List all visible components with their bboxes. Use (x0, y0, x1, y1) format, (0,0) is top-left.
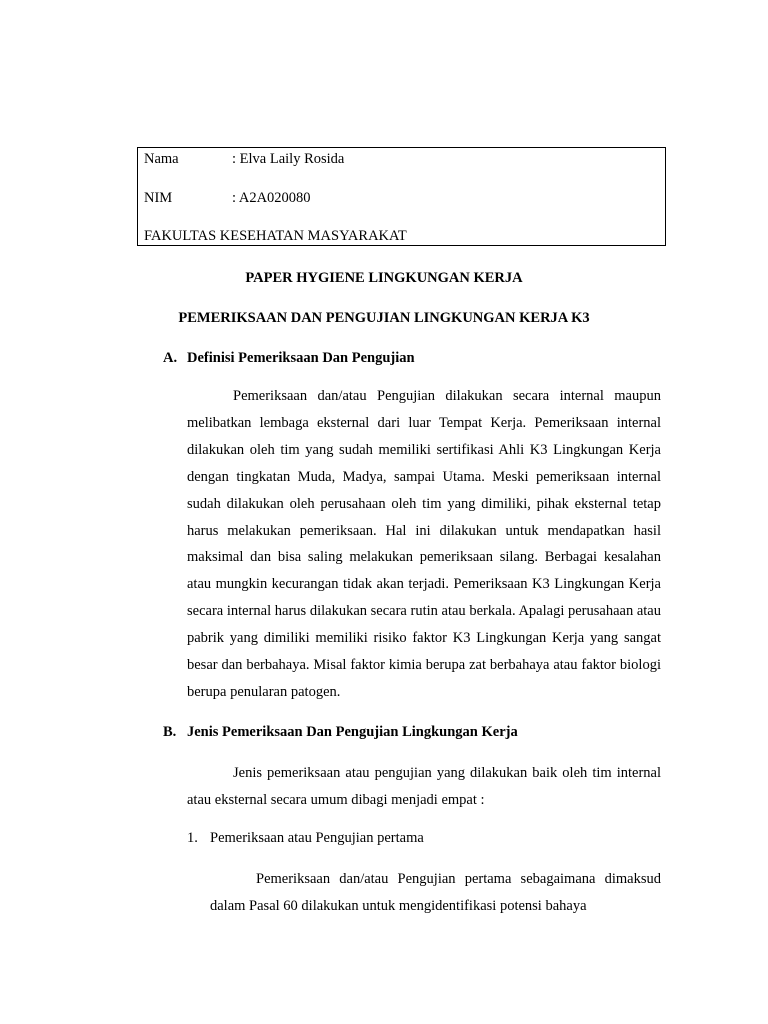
faculty-name: FAKULTAS KESEHATAN MASYARAKAT (144, 228, 407, 244)
nim-value: : A2A020080 (232, 190, 311, 206)
nim-label: NIM (144, 190, 173, 206)
section-b-letter: B. (163, 724, 177, 740)
section-a-letter: A. (163, 350, 178, 366)
name-label: Nama (144, 151, 179, 167)
list-item-label: Pemeriksaan atau Pengujian pertama (210, 830, 424, 846)
paper-subtitle: PEMERIKSAAN DAN PENGUJIAN LINGKUNGAN KERJA K3 (178, 310, 590, 326)
list-item-number: 1. (187, 830, 198, 846)
list-item-paragraph: Pemeriksaan dan/atau Pengujian pertama sebagaimana dimaksud dalam Pasal 60 dilakukan untuk mengidentifikasi potensi bahaya (210, 871, 661, 914)
list-item (187, 828, 424, 848)
name-row (144, 149, 344, 169)
section-b-heading (163, 722, 518, 742)
section-b-paragraph: Jenis pemeriksaan atau pengujian yang dilakukan baik oleh tim internal atau eksternal secara umum dibagi menjadi empat : (187, 765, 661, 808)
paper-title: PAPER HYGIENE LINGKUNGAN KERJA (245, 270, 523, 286)
nim-row (144, 188, 311, 208)
section-b-title: Jenis Pemeriksaan Dan Pengujian Lingkungan Kerja (187, 724, 518, 740)
name-value: : Elva Laily Rosida (232, 151, 345, 167)
section-a-heading (163, 348, 415, 368)
section-a-paragraph: Pemeriksaan dan/atau Pengujian dilakukan secara internal maupun melibatkan lembaga eksternal dari luar Tempat Kerja. Pemeriksaan internal dilakukan oleh tim yang sudah memiliki sertifikasi Ahli K3 Lingkungan Kerja dengan tingkatan Muda, Madya, sampai Utama. Meski pemeriksaan internal sudah dilakukan oleh perusahaan oleh tim yang dimiliki, pihak eksternal tetap harus melakukan pemeriksaan. Hal ini dilakukan untuk mendapatkan hasil maksimal dan bisa saling melakukan pemeriksaan silang. Berbagai kesalahan atau mungkin kecurangan tidak akan terjadi. Pemeriksaan K3 Lingkungan Kerja secara internal harus dilakukan secara rutin atau berkala. Apalagi perusahaan atau pabrik yang dimiliki memiliki risiko faktor K3 Lingkungan Kerja yang sangat besar dan berbahaya. Misal faktor kimia berupa zat berbahaya atau faktor biologi berupa penularan patogen. (187, 388, 661, 700)
section-a-title: Definisi Pemeriksaan Dan Pengujian (187, 350, 415, 366)
student-info-box (137, 147, 666, 246)
